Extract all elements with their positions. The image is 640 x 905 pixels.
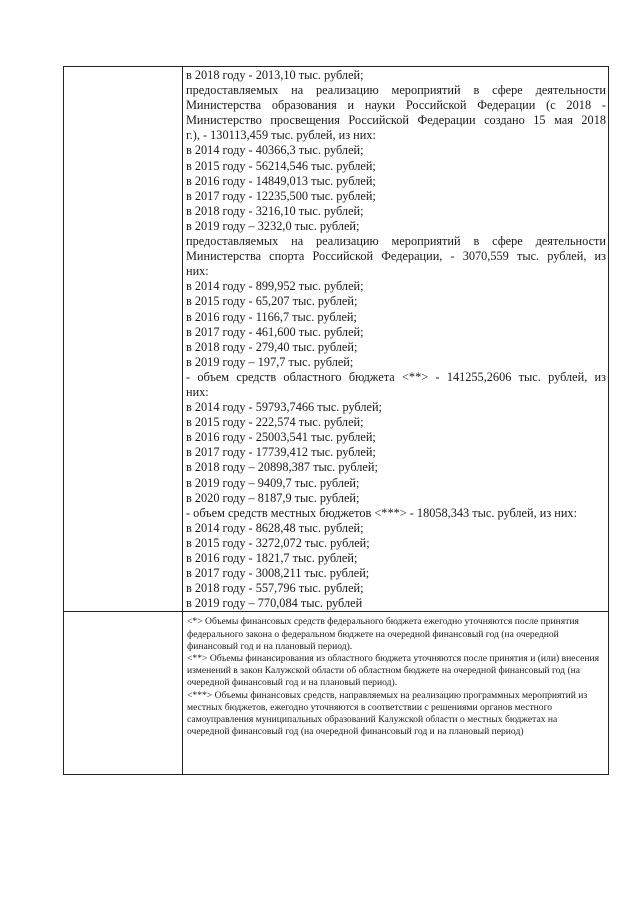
funding-text-line: в 2018 году - 2013,10 тыс. рублей;	[186, 68, 364, 82]
funding-text-line: г.), - 130113,459 тыс. рублей, из них:	[186, 128, 376, 143]
funding-text-line: в 2014 году - 8628,48 тыс. рублей;	[186, 520, 364, 535]
funding-text-line: в 2018 году – 20898,387 тыс. рублей;	[186, 460, 378, 475]
funding-text-line: в 2018 году - 557,796 тыс. рублей;	[186, 581, 364, 596]
funding-table	[63, 66, 609, 775]
funding-text-line: Министерства спорта Российской Федерации, - 3070,559 тыс. рублей, из	[186, 249, 606, 264]
footnote: <**> Объемы финансирования из областного бюджета уточняются после принятия и (или) внесения изменений в закон Калужской области об областном бюджете на очередной финансовый год (на очередной финансовый год и на плановый период).	[187, 652, 600, 689]
notes-row	[64, 612, 609, 775]
funding-text-line: в 2019 году – 770,084 тыс. рублей	[186, 596, 363, 611]
funding-text-line: в 2015 году - 56214,546 тыс. рублей;	[186, 158, 376, 173]
funding-text-line: предоставляемых на реализацию мероприятий в сфере деятельности	[186, 234, 606, 249]
funding-text-line: в 2015 году - 222,574 тыс. рублей;	[186, 415, 364, 430]
funding-text-line: Министерство просвещения Российской Федерации создано 15 мая 2018	[186, 113, 606, 128]
funding-row	[64, 67, 609, 612]
funding-text-line: в 2018 году - 3216,10 тыс. рублей;	[186, 203, 364, 218]
footnote: <*> Объемы финансовых средств федерального бюджета ежегодно уточняются после принятия федерального закона о федеральном бюджете на очередной финансовый год (на очередной финансовый год и на плановый период).	[187, 616, 579, 652]
funding-text-line: в 2014 году - 899,952 тыс. рублей;	[186, 279, 364, 294]
funding-text-line: в 2014 году - 59793,7466 тыс. рублей;	[186, 400, 382, 415]
funding-text-line: в 2020 году – 8187,9 тыс. рублей;	[186, 490, 360, 505]
funding-text-line: них:	[186, 384, 209, 399]
funding-text-line: Министерства образования и науки Российской Федерации (с 2018 -	[186, 98, 606, 113]
funding-text-line: в 2016 году - 25003,541 тыс. рублей;	[186, 430, 376, 445]
funding-text-line: в 2016 году - 1821,7 тыс. рублей;	[186, 551, 358, 565]
funding-text-line: в 2017 году - 17739,412 тыс. рублей;	[186, 445, 376, 460]
funding-text-line: в 2017 году - 12235,500 тыс. рублей;	[186, 188, 376, 203]
funding-text-line: предоставляемых на реализацию мероприятий в сфере деятельности	[186, 83, 606, 98]
funding-text-line: в 2019 году – 9409,7 тыс. рублей;	[186, 475, 360, 490]
funding-text-line: в 2015 году - 65,207 тыс. рублей;	[186, 294, 358, 309]
footnotes-cell	[183, 612, 609, 775]
funding-text-line: в 2018 году - 279,40 тыс. рублей;	[186, 339, 358, 354]
funding-text-line: в 2017 году - 3008,211 тыс. рублей;	[186, 566, 370, 581]
funding-text-line: них:	[186, 264, 209, 279]
notes-label-cell-empty	[64, 612, 183, 775]
row-label-cell-empty	[64, 67, 183, 612]
funding-text-line: в 2017 году - 461,600 тыс. рублей;	[186, 324, 364, 339]
funding-text-line: - объем средств областного бюджета <**> - 141255,2606 тыс. рублей, из	[186, 369, 606, 384]
funding-text-line: в 2014 году - 40366,3 тыс. рублей;	[186, 143, 364, 158]
funding-text-line: в 2019 году – 197,7 тыс. рублей;	[186, 354, 354, 369]
funding-text-line: в 2019 году – 3232,0 тыс. рублей;	[186, 218, 360, 233]
funding-details-cell	[183, 67, 609, 612]
funding-text-line: - объем средств местных бюджетов <***> - 18058,343 тыс. рублей, из них:	[186, 505, 577, 520]
funding-text-line: в 2016 году - 1166,7 тыс. рублей;	[186, 309, 357, 324]
funding-text-line: в 2016 году - 14849,013 тыс. рублей;	[186, 173, 376, 188]
footnote: <***> Объемы финансовых средств, направляемых на реализацию программных мероприятий из местных бюджетов, ежегодно уточняются в соответствии с решениями органов местного самоуправления муниципальных образований Калужской области о местных бюджетах на очередной финансовый год (на очередной финансовый год и на плановый период)	[187, 689, 588, 738]
funding-text-line: в 2015 году - 3272,072 тыс. рублей;	[186, 535, 370, 550]
